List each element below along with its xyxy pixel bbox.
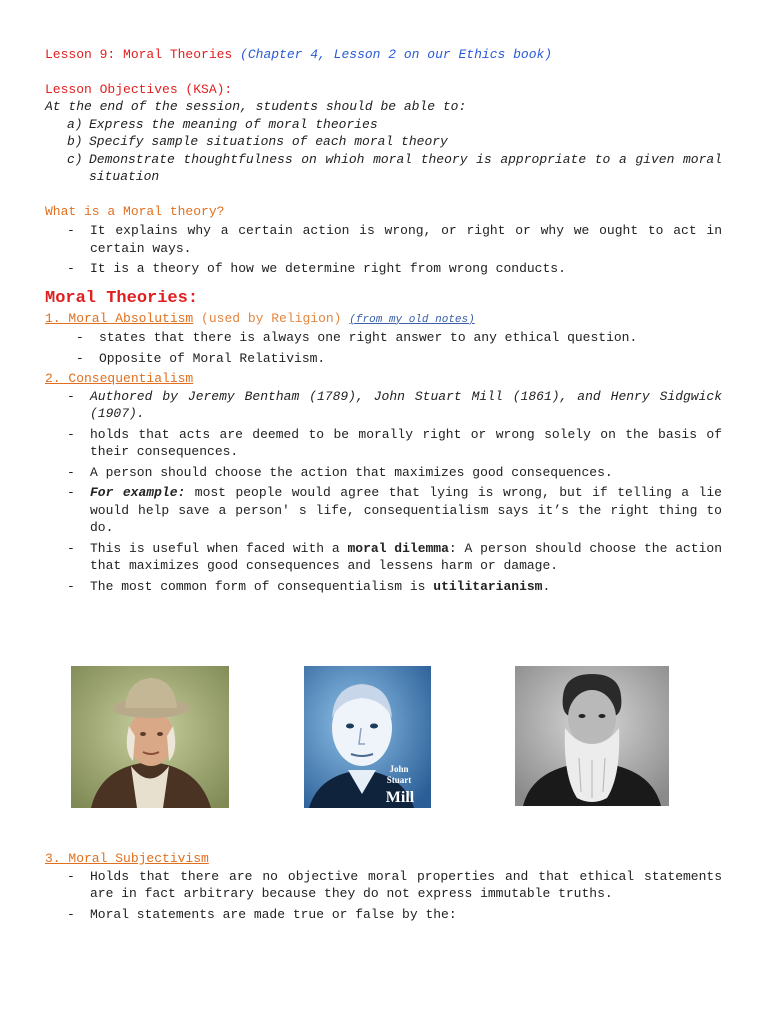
subjectivism-section xyxy=(45,850,722,926)
document-page xyxy=(45,46,722,598)
mill-caption-last: Mill xyxy=(385,789,415,806)
sidgwick-portrait xyxy=(515,666,669,806)
consequentialism-heading-line xyxy=(45,370,722,388)
absolutism-heading-line xyxy=(45,310,722,330)
what-is-list xyxy=(45,222,722,278)
consequentialism-list xyxy=(45,388,722,596)
lesson-title-line xyxy=(45,46,722,64)
subjectivism-title: 3. Moral Subjectivism xyxy=(45,851,209,866)
list-item: - Authored by Jeremy Bentham (1789), John Stuart Mill (1861), and Henry Sidgwick (1907). xyxy=(67,388,722,421)
objectives-heading: Lesson Objectives (KSA): xyxy=(45,81,233,97)
moral-theories-heading: Moral Theories: xyxy=(45,288,199,308)
lesson-reference: (Chapter 4, Lesson 2 on our Ethics book) xyxy=(240,47,553,62)
mill-portrait xyxy=(304,666,431,808)
objective-item: c) Demonstrate thoughtfulness on whioh moral theory is appropriate to a given moral situation xyxy=(67,151,722,184)
bentham-portrait xyxy=(71,666,229,808)
objective-item: a) Express the meaning of moral theories xyxy=(67,116,378,132)
what-is-heading: What is a Moral theory? xyxy=(45,203,225,219)
consequentialism-title: 2. Consequentialism xyxy=(45,371,194,386)
objectives-list xyxy=(45,116,722,186)
list-item: - Holds that there are no objective moral properties and that ethical statements are in fact arbitrary because they do not express immutable truths. xyxy=(67,868,722,901)
list-item: - Opposite of Moral Relativism. xyxy=(76,350,326,366)
mill-caption-first: John xyxy=(389,764,409,774)
list-item: - It is a theory of how we determine right from wrong conducts. xyxy=(67,261,566,276)
lesson-title: Lesson 9: Moral Theories xyxy=(45,47,233,62)
absolutism-list xyxy=(45,329,722,367)
list-item: - A person should choose the action that maximizes good consequences. xyxy=(67,464,613,480)
portrait-row xyxy=(0,666,768,811)
list-item: - holds that acts are deemed to be morally right or wrong solely on the basis of their consequences. xyxy=(67,426,722,459)
absolutism-note: (used by Religion) xyxy=(201,310,342,326)
absolutism-source-link[interactable]: (from my old notes) xyxy=(349,313,475,326)
mill-caption-middle: Stuart xyxy=(386,775,412,785)
list-item: - states that there is always one right answer to any ethical question. xyxy=(76,330,638,345)
objectives-intro: At the end of the session, students should be able to: xyxy=(45,99,467,114)
list-item: - This is useful when faced with a moral dilemma: A person should choose the action that maximizes good consequences and lessens harm or damage. xyxy=(67,540,722,573)
objective-item: b) Specify sample situations of each moral theory xyxy=(67,134,448,149)
list-item: - It explains why a certain action is wrong, or right or why we ought to act in certain ways. xyxy=(67,223,722,256)
subjectivism-heading-line xyxy=(45,850,722,868)
list-item: - Moral statements are made true or false by the: xyxy=(67,906,457,922)
list-item: - The most common form of consequentialism is utilitarianism. xyxy=(67,578,551,594)
list-item: - For example: most people would agree that lying is wrong, but if telling a lie would help save a person' s life, consequentialism says it’s the right thing to do. xyxy=(67,485,722,535)
subjectivism-list xyxy=(45,868,722,924)
absolutism-title: 1. Moral Absolutism xyxy=(45,310,194,326)
